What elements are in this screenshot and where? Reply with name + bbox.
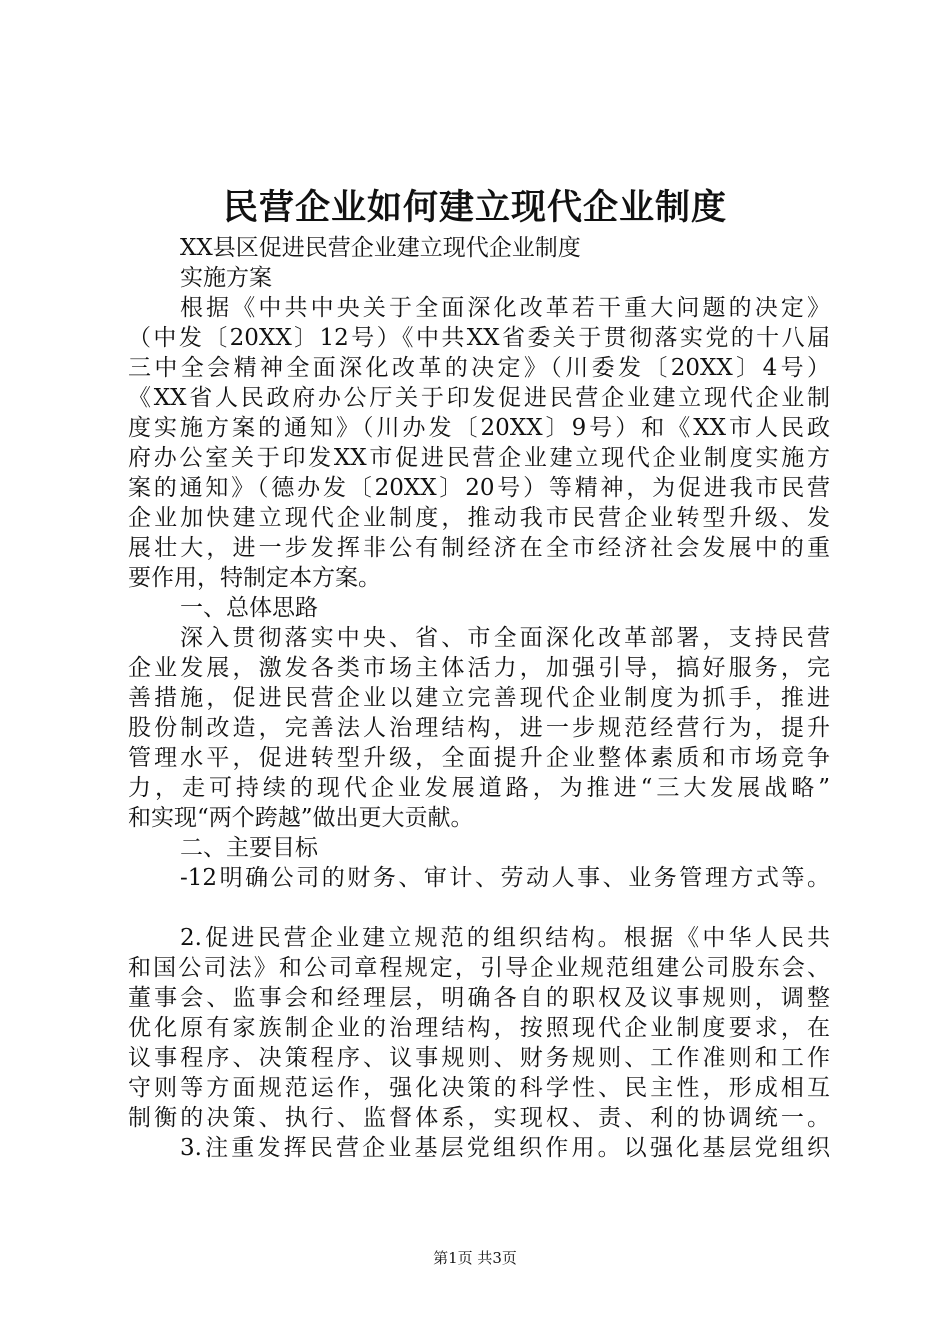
text-line: 深入贯彻落实中央、省、市全面深化改革部署，支持民营 — [180, 625, 830, 651]
text-line: 案的通知》（德办发〔20XX〕20号）等精神，为促进我市民营 — [128, 475, 830, 501]
text-line: 要作用，特制定本方案。 — [128, 565, 381, 591]
document-title: 民营企业如何建立现代企业制度 — [222, 187, 727, 228]
text-line: 议事程序、决策程序、议事规则、财务规则、工作准则和工作 — [128, 1045, 830, 1071]
text-line: 和实现“两个跨越”做出更大贡献。 — [128, 805, 474, 831]
page-footer: 第1页 共3页 — [433, 1249, 517, 1267]
text-line: 府办公室关于印发XX市促进民营企业建立现代企业制度实施方 — [128, 445, 830, 471]
text-line: 展壮大，进一步发挥非公有制经济在全市经济社会发展中的重 — [128, 535, 830, 561]
text-line: 管理水平，促进转型升级，全面提升企业整体素质和市场竞争 — [128, 745, 830, 771]
text-line: 股份制改造，完善法人治理结构，进一步规范经营行为，提升 — [128, 715, 830, 741]
text-line: 实施方案 — [180, 265, 272, 291]
text-line: 和国公司法》和公司章程规定，引导企业规范组建公司股东会、 — [128, 955, 830, 981]
text-line: 企业发展，激发各类市场主体活力，加强引导，搞好服务，完 — [128, 655, 830, 681]
text-line: 3.注重发挥民营企业基层党组织作用。以强化基层党组织 — [180, 1135, 830, 1161]
text-line: 《XX省人民政府办公厅关于印发促进民营企业建立现代企业制 — [128, 385, 830, 411]
text-line: 制衡的决策、执行、监督体系，实现权、责、利的协调统一。 — [128, 1105, 830, 1131]
text-line: XX县区促进民营企业建立现代企业制度 — [180, 235, 581, 261]
text-line: 董事会、监事会和经理层，明确各自的职权及议事规则，调整 — [128, 985, 830, 1011]
text-line: 根据《中共中央关于全面深化改革若干重大问题的决定》 — [180, 295, 830, 321]
text-line: （中发〔20XX〕12号）《中共XX省委关于贯彻落实党的十八届 — [128, 325, 830, 351]
text-line: 优化原有家族制企业的治理结构，按照现代企业制度要求，在 — [128, 1015, 830, 1041]
text-line: 度实施方案的通知》（川办发〔20XX〕9号）和《XX市人民政 — [128, 415, 830, 441]
text-line: 力，走可持续的现代企业发展道路，为推进“三大发展战略” — [128, 775, 830, 801]
text-line: 企业加快建立现代企业制度，推动我市民营企业转型升级、发 — [128, 505, 830, 531]
text-line: 守则等方面规范运作，强化决策的科学性、民主性，形成相互 — [128, 1075, 830, 1101]
text-line: -12明确公司的财务、审计、劳动人事、业务管理方式等。 — [180, 865, 830, 891]
paragraph-gap — [128, 893, 830, 923]
text-line: 2.促进民营企业建立规范的组织结构。根据《中华人民共 — [180, 925, 830, 951]
text-line: 二、主要目标 — [180, 835, 318, 861]
text-line: 善措施，促进民营企业以建立完善现代企业制度为抓手，推进 — [128, 685, 830, 711]
text-line: 一、总体思路 — [180, 595, 318, 621]
text-line: 三中全会精神全面深化改革的决定》（川委发〔20XX〕4号） — [128, 355, 830, 381]
document-body — [128, 233, 830, 1163]
